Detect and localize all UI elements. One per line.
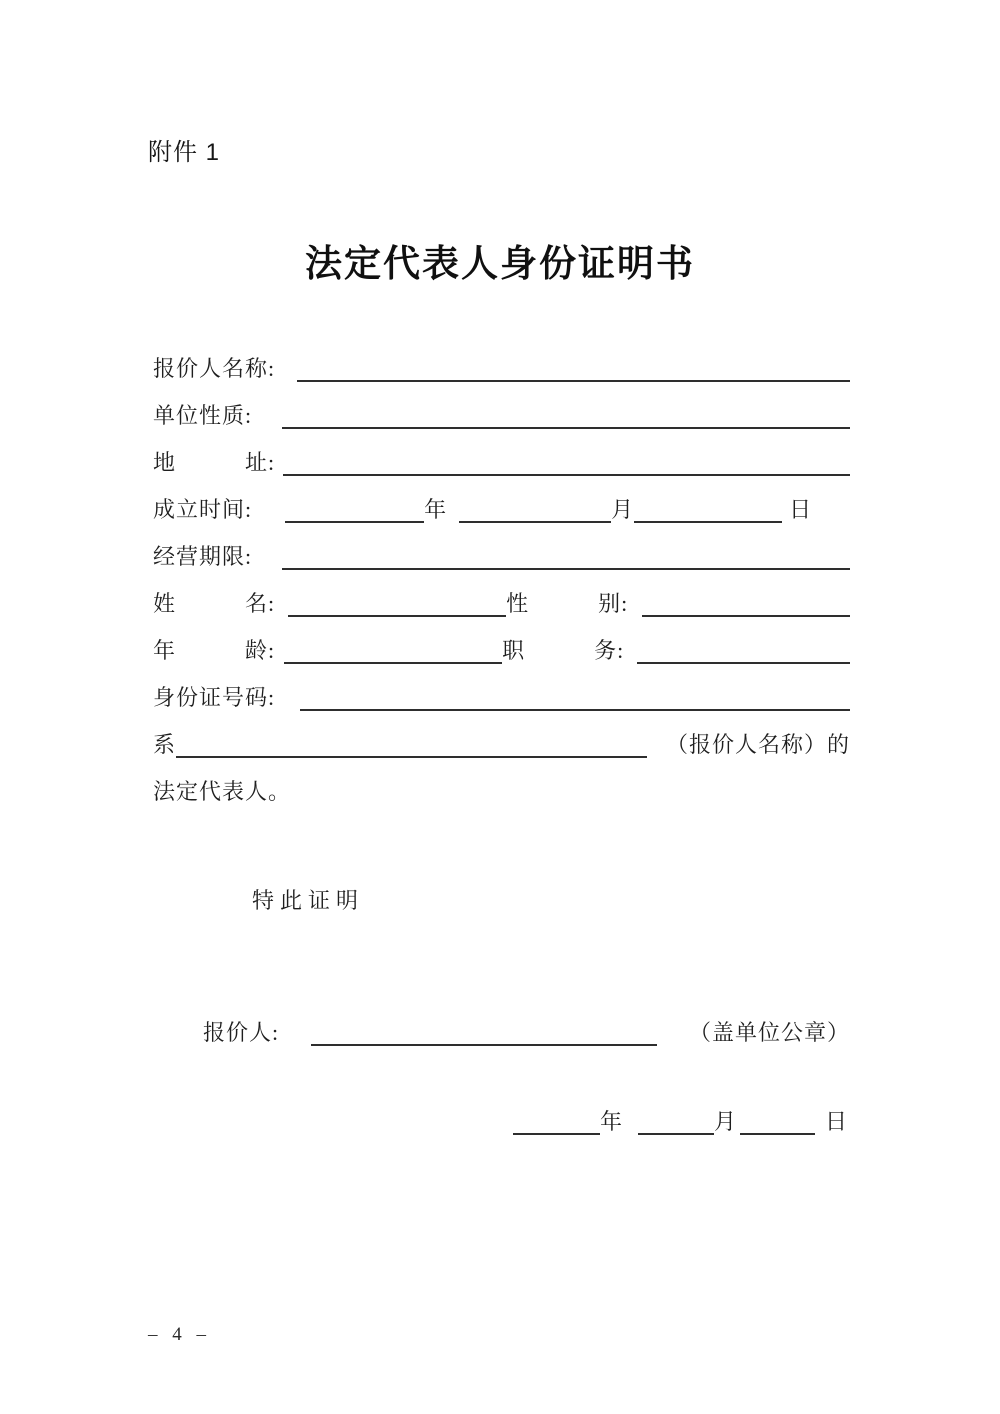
page-number: – 4 – [148, 1324, 210, 1345]
date-day-blank [740, 1123, 815, 1135]
age-blank [284, 652, 502, 664]
address-label: 地 址: [153, 450, 276, 475]
establish-day-suffix: 日 [789, 497, 813, 522]
document-title: 法定代表人身份证明书 [305, 244, 695, 285]
date-year-suffix: 年 [600, 1109, 624, 1134]
position-label: 职 务: [502, 638, 625, 663]
certify-statement: 特此证明 [252, 888, 365, 913]
business-term-blank [282, 558, 850, 570]
bidder-name-blank [297, 370, 850, 382]
form-row-id-number [153, 664, 850, 711]
bidder-name-label: 报价人名称: [153, 356, 276, 381]
signature-row [203, 1000, 850, 1046]
establish-month-blank [459, 511, 611, 523]
form-block [153, 335, 850, 805]
form-row-legal-representative [153, 758, 850, 805]
id-number-blank [300, 699, 850, 711]
establish-year-suffix: 年 [424, 497, 448, 522]
form-row-unit-nature [153, 382, 850, 429]
position-blank [637, 652, 850, 664]
form-row-relation [153, 711, 850, 758]
address-blank [283, 464, 850, 476]
business-term-label: 经营期限: [153, 544, 253, 569]
form-row-name-gender [153, 570, 850, 617]
form-row-business-term [153, 523, 850, 570]
gender-label: 性 别: [506, 591, 629, 616]
date-month-suffix: 月 [714, 1109, 738, 1134]
id-number-label: 身份证号码: [153, 685, 276, 710]
establish-month-suffix: 月 [611, 497, 635, 522]
form-row-bidder-name [153, 335, 850, 382]
name-blank [288, 605, 506, 617]
date-month-blank [638, 1123, 714, 1135]
relation-prefix: 系 [153, 732, 177, 757]
signature-bidder-label: 报价人: [203, 1020, 280, 1045]
form-row-establish-date [153, 476, 850, 523]
gender-blank [642, 605, 850, 617]
form-row-age-position [153, 617, 850, 664]
age-label: 年 龄: [153, 638, 276, 663]
date-year-blank [513, 1123, 600, 1135]
seal-note: （盖单位公章） [688, 1020, 850, 1045]
signature-date-row [513, 1090, 848, 1135]
legal-representative-text: 法定代表人。 [153, 779, 292, 804]
establish-day-blank [634, 511, 782, 523]
establish-date-label: 成立时间: [153, 497, 253, 522]
relation-suffix: （报价人名称）的 [665, 732, 850, 757]
unit-nature-blank [282, 417, 850, 429]
unit-nature-label: 单位性质: [153, 403, 253, 428]
date-day-suffix: 日 [825, 1109, 849, 1134]
attachment-label: 附件 1 [148, 139, 221, 166]
name-label: 姓 名: [153, 591, 276, 616]
signature-blank [311, 1034, 657, 1046]
relation-company-blank [176, 746, 647, 758]
form-row-address [153, 429, 850, 476]
establish-year-blank [285, 511, 424, 523]
